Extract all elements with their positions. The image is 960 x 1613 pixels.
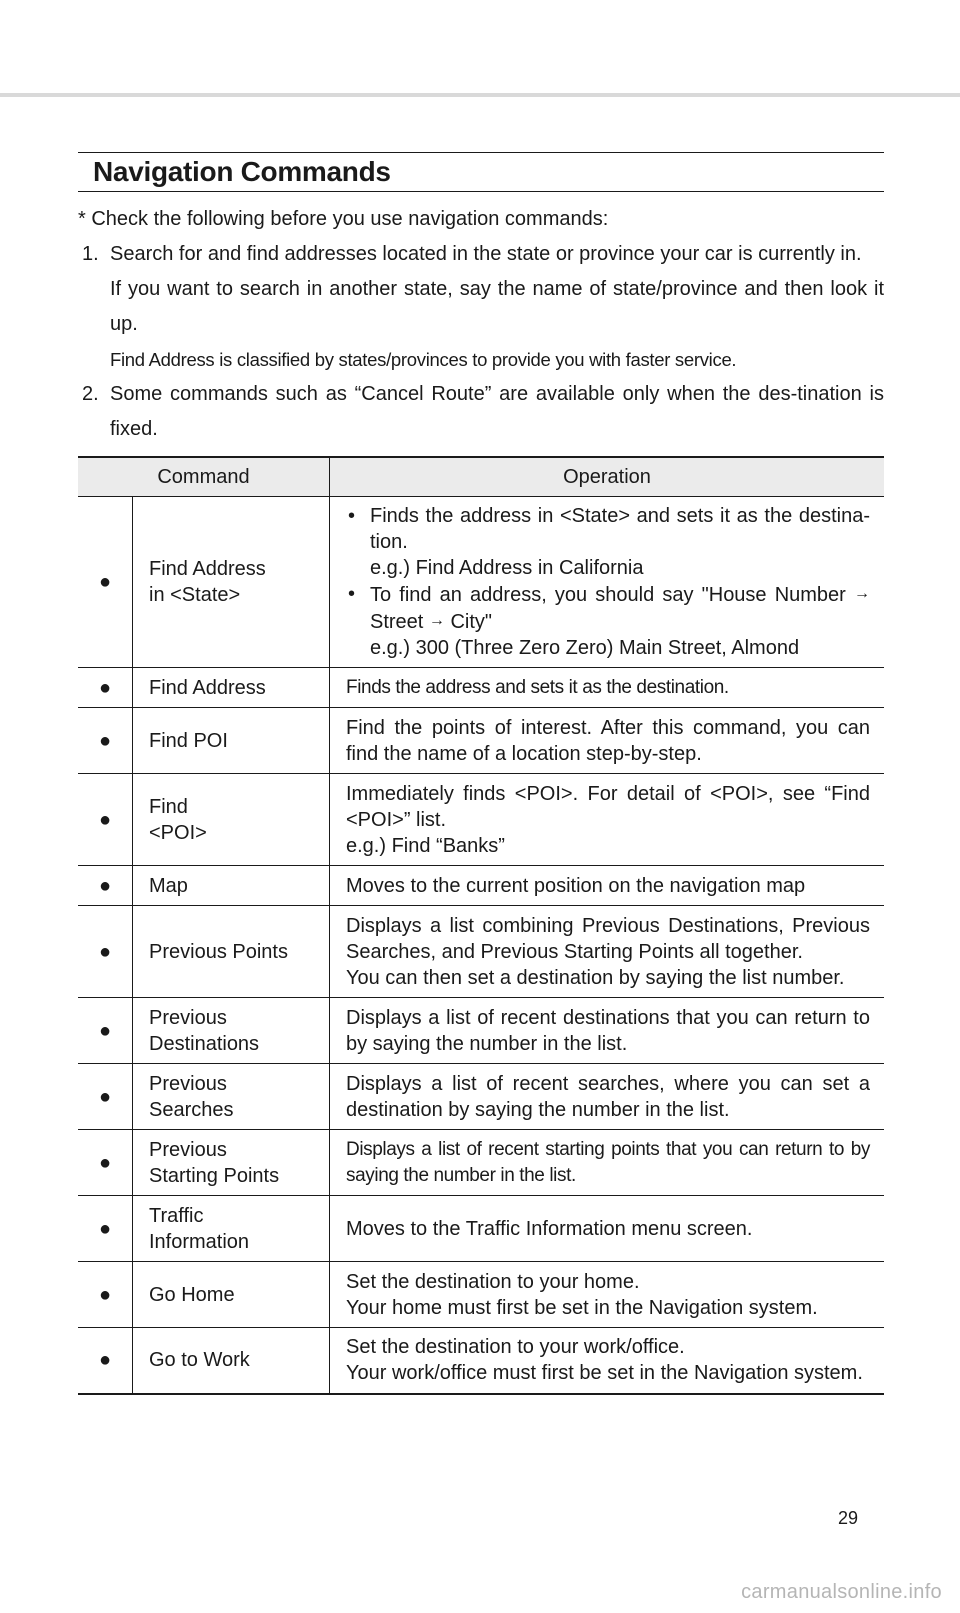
intro-item-text: Find Address is classified by states/provinces to provide you with faster service. [110, 349, 737, 370]
table-row [78, 708, 884, 774]
operation-line: Moves to the Traffic Information menu screen. [346, 1217, 753, 1240]
command-name [133, 1328, 330, 1394]
command-name-line: Find Address [149, 676, 266, 699]
command-name-line: Go to Work [149, 1349, 250, 1372]
operation-line: Your home must first be set in the Navigation system. [346, 1296, 818, 1319]
table-row [78, 1064, 884, 1130]
command-name [133, 1130, 330, 1196]
watermark: carmanualsonline.info [741, 1581, 942, 1603]
operation-line: Displays a list of recent searches, where you can set a destination by saying the number in the list. [346, 1072, 870, 1121]
command-name [133, 668, 330, 708]
header-command: Command [78, 457, 330, 497]
table-row [78, 774, 884, 866]
page-title: Navigation Commands [93, 156, 391, 187]
command-name-line: Destinations [149, 1032, 260, 1055]
operation-example: e.g.) Find Address in California [370, 557, 644, 579]
row-bullet-icon: ● [78, 668, 133, 708]
table-row [78, 1328, 884, 1394]
command-name-line: <POI> [149, 821, 207, 844]
commands-table [78, 456, 884, 1395]
operation-line: Displays a list of recent destinations that you can return to by saying the number in the list. [346, 1006, 870, 1055]
intro-notes [78, 202, 884, 447]
command-operation [330, 708, 885, 774]
page-number: 29 [838, 1508, 859, 1528]
command-name-line: Starting Points [149, 1164, 280, 1187]
command-name-line: Traffic [149, 1204, 204, 1227]
row-bullet-icon: ● [78, 1064, 133, 1130]
row-bullet-icon: ● [78, 906, 133, 998]
operation-line: e.g.) Find “Banks” [346, 834, 505, 857]
operation-line: Set the destination to your home. [346, 1270, 640, 1293]
header-rule [0, 93, 960, 97]
command-name-line: Go Home [149, 1283, 235, 1306]
table-row [78, 1196, 884, 1262]
command-name-line: Find Address [149, 558, 266, 580]
operation-text: Street [370, 611, 424, 633]
command-name [133, 1196, 330, 1262]
command-name-line: Previous Points [149, 940, 288, 963]
operation-bullet-list [346, 503, 870, 661]
row-bullet-icon: ● [78, 1196, 133, 1262]
table-row [78, 906, 884, 998]
operation-bullet [346, 503, 870, 581]
operation-line: Immediately finds <POI>. For detail of <POI>, see “Find <POI>” list. [346, 782, 870, 831]
operation-line: Set the destination to your work/office. [346, 1336, 685, 1359]
command-name-line: Map [149, 874, 188, 897]
command-operation [330, 774, 885, 866]
page-content [78, 152, 884, 1395]
table-header-row [78, 457, 884, 497]
command-operation [330, 998, 885, 1064]
command-name-line: Find [149, 795, 188, 818]
command-name-line: Searches [149, 1098, 234, 1121]
section-title-bar [78, 152, 884, 192]
row-bullet-icon: ● [78, 708, 133, 774]
intro-item-number: 1. [82, 243, 99, 265]
header-operation: Operation [330, 457, 885, 497]
row-bullet-icon: ● [78, 497, 133, 668]
table-row [78, 866, 884, 906]
row-bullet-icon: ● [78, 774, 133, 866]
intro-item-2 [78, 377, 884, 447]
command-name [133, 708, 330, 774]
operation-line: Displays a list of recent starting points that you can return to by saying the number in the list. [346, 1138, 870, 1186]
arrow-icon: → [854, 585, 870, 602]
intro-item-text: If you want to search in another state, say the name of state/province and then look it up. [110, 278, 884, 335]
table-row [78, 1130, 884, 1196]
intro-item-number: 2. [82, 383, 99, 405]
row-bullet-icon: ● [78, 1328, 133, 1394]
command-name [133, 774, 330, 866]
table-row [78, 1262, 884, 1328]
command-operation [330, 1328, 885, 1394]
command-operation [330, 906, 885, 998]
command-operation [330, 866, 885, 906]
operation-text: City" [450, 611, 493, 633]
operation-bullet [346, 581, 870, 661]
command-operation [330, 1196, 885, 1262]
operation-line: Displays a list combining Previous Destinations, Previous Searches, and Previous Starting Points all together. [346, 914, 870, 963]
command-name-line: Previous [149, 1006, 227, 1029]
command-name [133, 497, 330, 668]
command-name-line: Information [149, 1230, 250, 1253]
table-row [78, 497, 884, 668]
command-name [133, 998, 330, 1064]
operation-line: Your work/office must first be set in the Navigation system. [346, 1362, 863, 1385]
intro-note: * Check the following before you use navigation commands: [78, 208, 609, 230]
command-operation [330, 668, 885, 708]
command-name [133, 1262, 330, 1328]
operation-line: Finds the address and sets it as the destination. [346, 676, 729, 698]
row-bullet-icon: ● [78, 1130, 133, 1196]
command-operation [330, 1064, 885, 1130]
table-row [78, 998, 884, 1064]
command-name-line: Previous [149, 1072, 227, 1095]
operation-line: Moves to the current position on the navigation map [346, 874, 806, 897]
row-bullet-icon: ● [78, 866, 133, 906]
command-name-line: Find POI [149, 729, 228, 752]
command-name-line: in <State> [149, 584, 241, 606]
command-operation [330, 497, 885, 668]
operation-text: To find an address, you should say "House Number [370, 584, 846, 606]
intro-item-1 [78, 237, 884, 377]
table-row [78, 668, 884, 708]
operation-line: You can then set a destination by saying the list number. [346, 966, 845, 989]
operation-line: Find the points of interest. After this command, you can find the name of a location step-by-step. [346, 716, 870, 765]
intro-item-text: Some commands such as “Cancel Route” are available only when the des-tination is fixed. [110, 383, 884, 440]
row-bullet-icon: ● [78, 1262, 133, 1328]
command-name [133, 906, 330, 998]
row-bullet-icon: ● [78, 998, 133, 1064]
command-name [133, 866, 330, 906]
arrow-icon: → [428, 612, 445, 629]
command-name-line: Previous [149, 1138, 227, 1161]
operation-example: e.g.) 300 (Three Zero Zero) Main Street, Almond [370, 637, 800, 659]
intro-item-text: Search for and find addresses located in the state or province your car is currently in. [110, 243, 862, 265]
command-name [133, 1064, 330, 1130]
command-operation [330, 1130, 885, 1196]
operation-text: Finds the address in <State> and sets it as the destina-tion. [370, 505, 870, 553]
command-operation [330, 1262, 885, 1328]
